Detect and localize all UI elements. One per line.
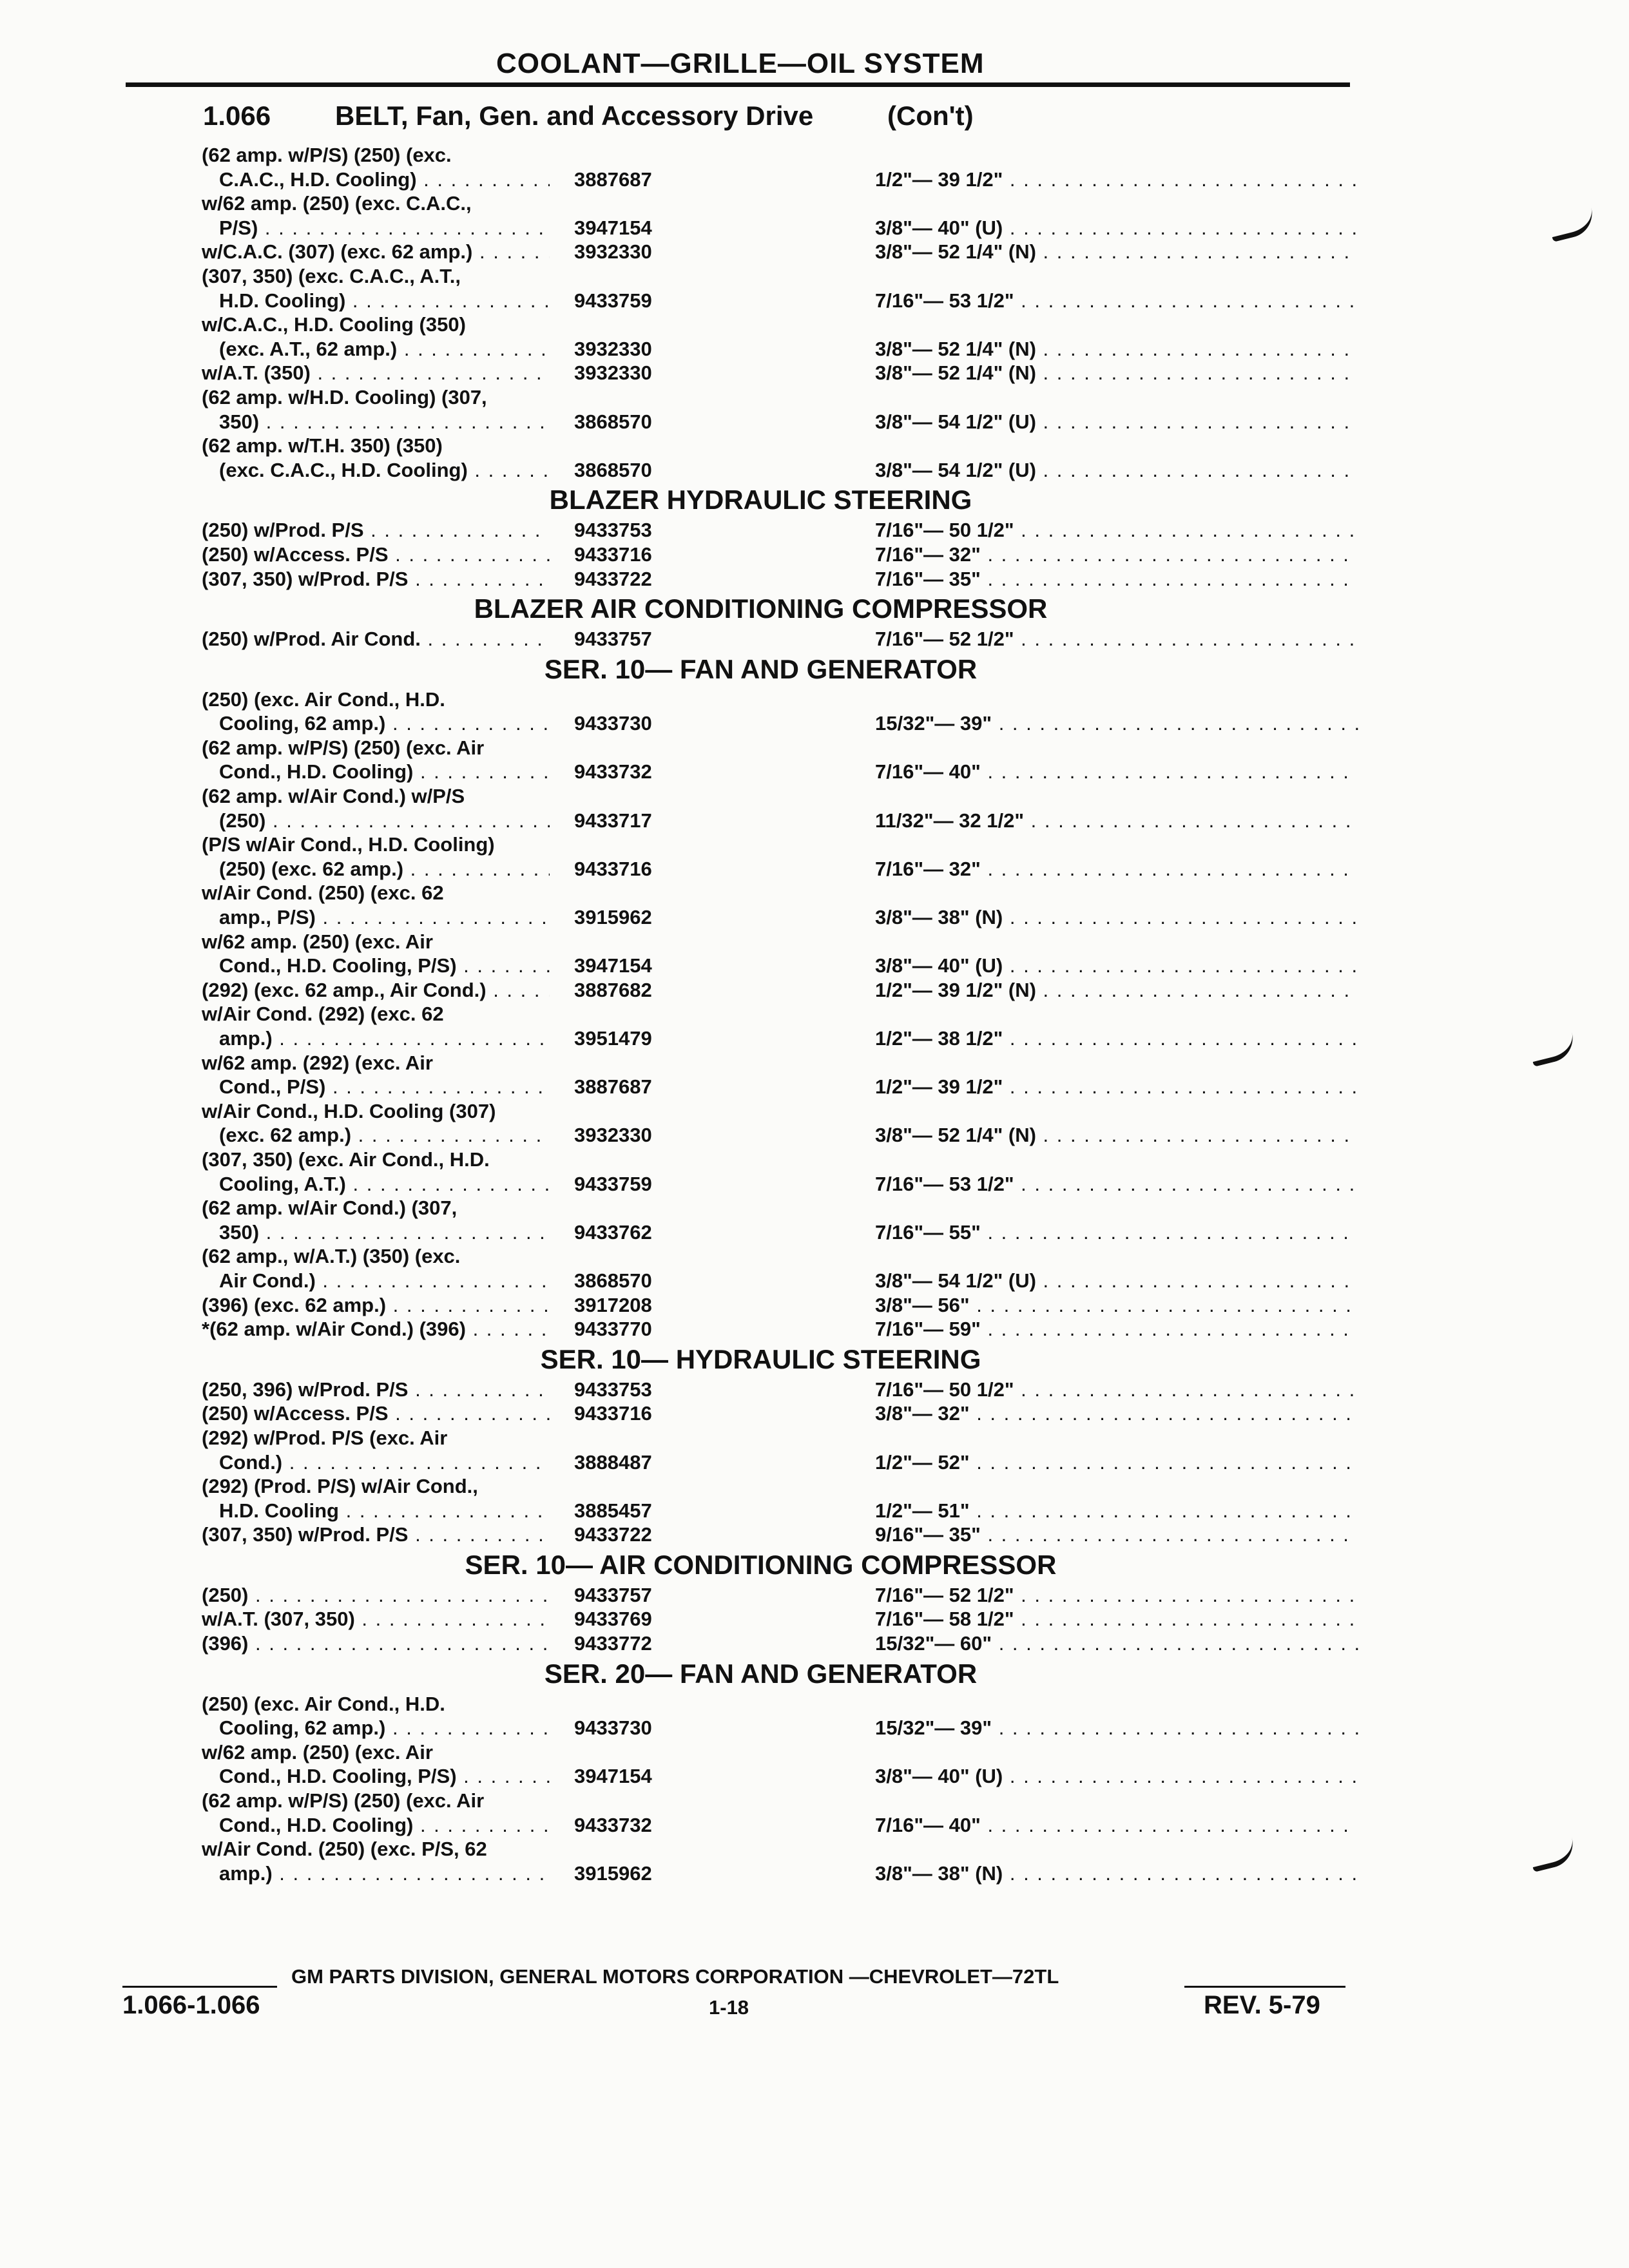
belt-size: 3/8"— 40" (U) . . . [875,1764,1358,1789]
revision-date: REV. 5-79 [1204,1991,1320,2019]
belt-size: 15/32"— 39" . . . [875,711,1358,736]
belt-size: 7/16"— 40" . . . [875,760,1358,784]
row-description: (250) w/Access. P/S . . . [202,543,550,567]
row-description: (307, 350) (exc. Air Cond., H.D. [202,1148,490,1171]
subsection-heading: SER. 10— AIR CONDITIONING COMPRESSOR [465,1549,1057,1580]
parts-row [202,458,1345,483]
row-description: Air Cond.) . . . [219,1269,550,1293]
belt-size: 7/16"— 55" . . . [875,1220,1358,1245]
parts-row [202,434,1345,458]
footer-rule-left [122,1986,277,1988]
parts-row [202,809,1345,833]
subsection-heading: SER. 10— HYDRAULIC STEERING [540,1343,981,1374]
footer-section-range: 1.066-1.066 [122,1991,260,2019]
row-description: (250) w/Prod. P/S . . . [202,518,550,543]
parts-row [202,1026,1345,1051]
parts-row [202,264,1345,289]
row-description: (292) w/Prod. P/S (exc. Air [202,1426,448,1449]
row-description: (62 amp. w/P/S) (250) (exc. Air [202,736,485,759]
row-description: w/62 amp. (250) (exc. C.A.C., [202,192,472,215]
parts-row [202,687,1345,712]
row-description: (307, 350) w/Prod. P/S . . . [202,1523,550,1547]
row-description: (62 amp. w/Air Cond.) w/P/S [202,785,465,808]
part-number: 9433753 [574,1378,652,1401]
parts-row [202,1293,1345,1318]
belt-size: 3/8"— 52 1/4" (N) . . . [875,361,1358,385]
parts-row [202,627,1345,651]
parts-row [202,216,1345,240]
row-description: (292) (exc. 62 amp., Air Cond.) . . . [202,978,550,1003]
parts-row [202,1317,1345,1341]
footer-rule-right [1184,1986,1345,1988]
part-number: 9433772 [574,1632,652,1655]
parts-row [202,736,1345,760]
belt-size: 3/8"— 38" (N) . . . [875,905,1358,930]
parts-row [202,1631,1345,1656]
parts-row [202,1474,1345,1499]
parts-row [202,361,1345,385]
row-description: Cond., H.D. Cooling) . . . [219,1813,550,1838]
part-number: 9433732 [574,1813,652,1836]
section-continued: (Con't) [887,101,974,131]
part-number: 9433730 [574,712,652,735]
parts-row [202,385,1345,410]
part-number: 3932330 [574,361,652,385]
row-description: (250) . . . [202,1583,550,1608]
parts-row [202,1002,1345,1026]
parts-row [202,1401,1345,1426]
row-description: *(62 amp. w/Air Cond.) (396) . . . [202,1317,550,1341]
belt-size: 11/32"— 32 1/2" . . . [875,809,1358,833]
subsection-heading: BLAZER HYDRAULIC STEERING [549,485,972,515]
part-number: 3868570 [574,458,652,481]
parts-row [202,1740,1345,1765]
row-description: (307, 350) (exc. C.A.C., A.T., [202,264,461,287]
parts-row [202,168,1345,192]
row-description: w/Air Cond., H.D. Cooling (307) [202,1099,496,1122]
row-description: (292) (Prod. P/S) w/Air Cond., [202,1475,478,1498]
parts-row [202,143,1345,168]
belt-size: 1/2"— 38 1/2" . . . [875,1026,1358,1051]
belt-size: 15/32"— 60" . . . [875,1631,1358,1656]
parts-row [202,567,1345,591]
parts-row [202,1450,1345,1475]
belt-size: 7/16"— 58 1/2" . . . [875,1607,1358,1631]
parts-row [202,1789,1345,1813]
row-description: 350) . . . [219,410,550,434]
parts-row [202,1499,1345,1523]
part-number: 9433753 [574,519,652,542]
parts-row [202,1099,1345,1124]
belt-size: 3/8"— 54 1/2" (U) . . . [875,458,1358,483]
parts-row [202,1426,1345,1450]
parts-row [202,543,1345,567]
parts-row [202,240,1345,264]
parts-row [202,1244,1345,1269]
part-number: 9433722 [574,567,652,590]
parts-row [202,978,1345,1003]
belt-size: 7/16"— 32" . . . [875,857,1358,881]
part-number: 9433717 [574,809,652,832]
parts-row [202,1378,1345,1402]
belt-size: 7/16"— 59" . . . [875,1317,1358,1341]
belt-size: 1/2"— 39 1/2" . . . [875,168,1358,192]
row-description: Cond., H.D. Cooling, P/S) . . . [219,1764,550,1789]
belt-size: 7/16"— 35" . . . [875,567,1358,591]
part-number: 3887687 [574,168,652,191]
belt-size: 3/8"— 38" (N) . . . [875,1861,1358,1886]
part-number: 3947154 [574,216,652,239]
row-description: Cooling, 62 amp.) . . . [219,711,550,736]
part-number: 3917208 [574,1293,652,1316]
belt-size: 7/16"— 53 1/2" . . . [875,1172,1358,1196]
row-description: w/62 amp. (250) (exc. Air [202,930,433,953]
belt-size: 3/8"— 40" (U) . . . [875,216,1358,240]
row-description: (396) . . . [202,1631,550,1656]
part-number: 9433759 [574,289,652,312]
section-heading [203,101,974,131]
row-description: w/Air Cond. (292) (exc. 62 [202,1003,444,1026]
footer-publisher: GM PARTS DIVISION, GENERAL MOTORS CORPORATION —CHEVROLET—72TL [291,1965,1059,1988]
row-description: (62 amp. w/H.D. Cooling) (307, [202,385,487,408]
row-description: (307, 350) w/Prod. P/S . . . [202,567,550,591]
row-description: C.A.C., H.D. Cooling) . . . [219,168,550,192]
row-description: amp.) . . . [219,1026,550,1051]
parts-row [202,1051,1345,1075]
part-number: 3951479 [574,1027,652,1050]
belt-size: 1/2"— 51" . . . [875,1499,1358,1523]
parts-row [202,1813,1345,1838]
parts-row [202,784,1345,809]
parts-row [202,1607,1345,1631]
row-description: H.D. Cooling . . . [219,1499,550,1523]
page-title: COOLANT—GRILLE—OIL SYSTEM [496,48,985,79]
parts-row [202,518,1345,543]
parts-row [202,1220,1345,1245]
parts-row [202,312,1345,337]
part-number: 3932330 [574,240,652,264]
belt-size: 7/16"— 53 1/2" . . . [875,289,1358,313]
row-description: (62 amp. w/P/S) (250) (exc. Air [202,1789,485,1812]
row-description: (exc. 62 amp.) . . . [219,1123,550,1148]
binder-mark [1547,207,1597,242]
parts-row [202,760,1345,784]
row-description: amp.) . . . [219,1861,550,1886]
parts-row [202,905,1345,930]
row-description: Cond., H.D. Cooling, P/S) . . . [219,954,550,978]
row-description: (250) (exc. Air Cond., H.D. [202,1692,445,1715]
row-description: (P/S w/Air Cond., H.D. Cooling) [202,833,495,856]
parts-row [202,410,1345,434]
parts-row [202,337,1345,361]
belt-size: 1/2"— 39 1/2" . . . [875,1075,1358,1099]
part-number: 9433730 [574,1716,652,1740]
row-description: Cooling, A.T.) . . . [219,1172,550,1196]
parts-row [202,1523,1345,1547]
part-number: 3932330 [574,337,652,360]
row-description: Cond., H.D. Cooling) . . . [219,760,550,784]
part-number: 3868570 [574,1269,652,1292]
row-description: w/A.T. (307, 350) . . . [202,1607,550,1631]
subsection-heading: SER. 20— FAN AND GENERATOR [544,1658,978,1689]
parts-row [202,930,1345,954]
belt-size: 7/16"— 52 1/2" . . . [875,627,1358,651]
row-description: Cooling, 62 amp.) . . . [219,1716,550,1740]
parts-row [202,191,1345,216]
page-number: 1-18 [709,1996,749,2019]
row-description: (62 amp. w/Air Cond.) (307, [202,1196,458,1220]
section-number: 1.066 [203,101,271,131]
parts-row [202,954,1345,978]
part-number: 9433769 [574,1608,652,1631]
parts-row [202,1692,1345,1716]
parts-row [202,1148,1345,1172]
belt-size: 9/16"— 35" . . . [875,1523,1358,1547]
belt-size: 3/8"— 52 1/4" (N) . . . [875,337,1358,361]
belt-size: 3/8"— 56" . . . [875,1293,1358,1318]
part-number: 9433722 [574,1523,652,1546]
row-description: (250) (exc. Air Cond., H.D. [202,687,445,711]
parts-row [202,711,1345,736]
parts-list [202,143,1345,1885]
row-description: (62 amp. w/T.H. 350) (350) [202,434,443,457]
parts-row [202,289,1345,313]
row-description: (250) (exc. 62 amp.) . . . [219,857,550,881]
row-description: (62 amp., w/A.T.) (350) (exc. [202,1245,461,1268]
parts-row [202,1196,1345,1220]
part-number: 9433716 [574,857,652,880]
part-number: 9433770 [574,1318,652,1341]
part-number: 3947154 [574,954,652,977]
parts-row [202,1837,1345,1861]
row-description: (exc. C.A.C., H.D. Cooling) . . . [219,458,550,483]
belt-size: 7/16"— 40" . . . [875,1813,1358,1838]
belt-size: 3/8"— 32" . . . [875,1401,1358,1426]
belt-size: 3/8"— 52 1/4" (N) . . . [875,240,1358,264]
parts-row [202,1716,1345,1740]
parts-row [202,1172,1345,1196]
row-description: w/Air Cond. (250) (exc. 62 [202,881,444,905]
binder-mark [1528,1032,1577,1067]
part-number: 3888487 [574,1450,652,1474]
belt-size: 7/16"— 32" . . . [875,543,1358,567]
part-number: 3868570 [574,410,652,433]
parts-row [202,1764,1345,1789]
row-description: w/62 amp. (292) (exc. Air [202,1051,433,1074]
belt-size: 3/8"— 54 1/2" (U) . . . [875,1269,1358,1293]
header-rule [126,82,1350,87]
belt-size: 3/8"— 54 1/2" (U) . . . [875,410,1358,434]
row-description: amp., P/S) . . . [219,905,550,930]
belt-size: 7/16"— 52 1/2" . . . [875,1583,1358,1608]
belt-size: 7/16"— 50 1/2" . . . [875,518,1358,543]
parts-row [202,881,1345,905]
binder-mark [1528,1838,1577,1872]
row-description: w/Air Cond. (250) (exc. P/S, 62 [202,1838,487,1861]
row-description: H.D. Cooling) . . . [219,289,550,313]
belt-size: 1/2"— 52" . . . [875,1450,1358,1475]
subsection-heading: BLAZER AIR CONDITIONING COMPRESSOR [474,593,1048,624]
row-description: Cond.) . . . [219,1450,550,1475]
part-number: 9433716 [574,543,652,566]
parts-row [202,1583,1345,1608]
parts-row [202,1075,1345,1099]
row-description: w/62 amp. (250) (exc. Air [202,1740,433,1763]
parts-row [202,1123,1345,1148]
belt-size: 7/16"— 50 1/2" . . . [875,1378,1358,1402]
part-number: 3887682 [574,978,652,1001]
row-description: w/A.T. (350) . . . [202,361,550,385]
belt-size: 1/2"— 39 1/2" (N) . . . [875,978,1358,1003]
row-description: 350) . . . [219,1220,550,1245]
parts-row [202,832,1345,857]
row-description: P/S) . . . [219,216,550,240]
subsection-heading: SER. 10— FAN AND GENERATOR [544,653,978,684]
row-description: w/C.A.C. (307) (exc. 62 amp.) . . . [202,240,550,264]
part-number: 3915962 [574,1861,652,1885]
section-title: BELT, Fan, Gen. and Accessory Drive [335,101,814,131]
row-description: (250) w/Access. P/S . . . [202,1401,550,1426]
row-description: (396) (exc. 62 amp.) . . . [202,1293,550,1318]
row-description: (62 amp. w/P/S) (250) (exc. [202,144,452,166]
row-description: (250, 396) w/Prod. P/S . . . [202,1378,550,1402]
part-number: 3947154 [574,1765,652,1788]
belt-size: 15/32"— 39" . . . [875,1716,1358,1740]
part-number: 3932330 [574,1124,652,1147]
part-number: 9433757 [574,628,652,651]
part-number: 3887687 [574,1075,652,1099]
belt-size: 3/8"— 40" (U) . . . [875,954,1358,978]
part-number: 9433732 [574,760,652,783]
row-description: Cond., P/S) . . . [219,1075,550,1099]
row-description: (exc. A.T., 62 amp.) . . . [219,337,550,361]
row-description: (250) w/Prod. Air Cond. . . . [202,627,550,651]
part-number: 3885457 [574,1499,652,1522]
part-number: 9433716 [574,1402,652,1425]
parts-row [202,1861,1345,1886]
parts-row [202,857,1345,881]
part-number: 9433759 [574,1172,652,1195]
row-description: (250) . . . [219,809,550,833]
row-description: w/C.A.C., H.D. Cooling (350) [202,313,466,336]
parts-row [202,1269,1345,1293]
part-number: 9433757 [574,1583,652,1606]
part-number: 9433762 [574,1220,652,1244]
belt-size: 3/8"— 52 1/4" (N) . . . [875,1123,1358,1148]
part-number: 3915962 [574,906,652,929]
